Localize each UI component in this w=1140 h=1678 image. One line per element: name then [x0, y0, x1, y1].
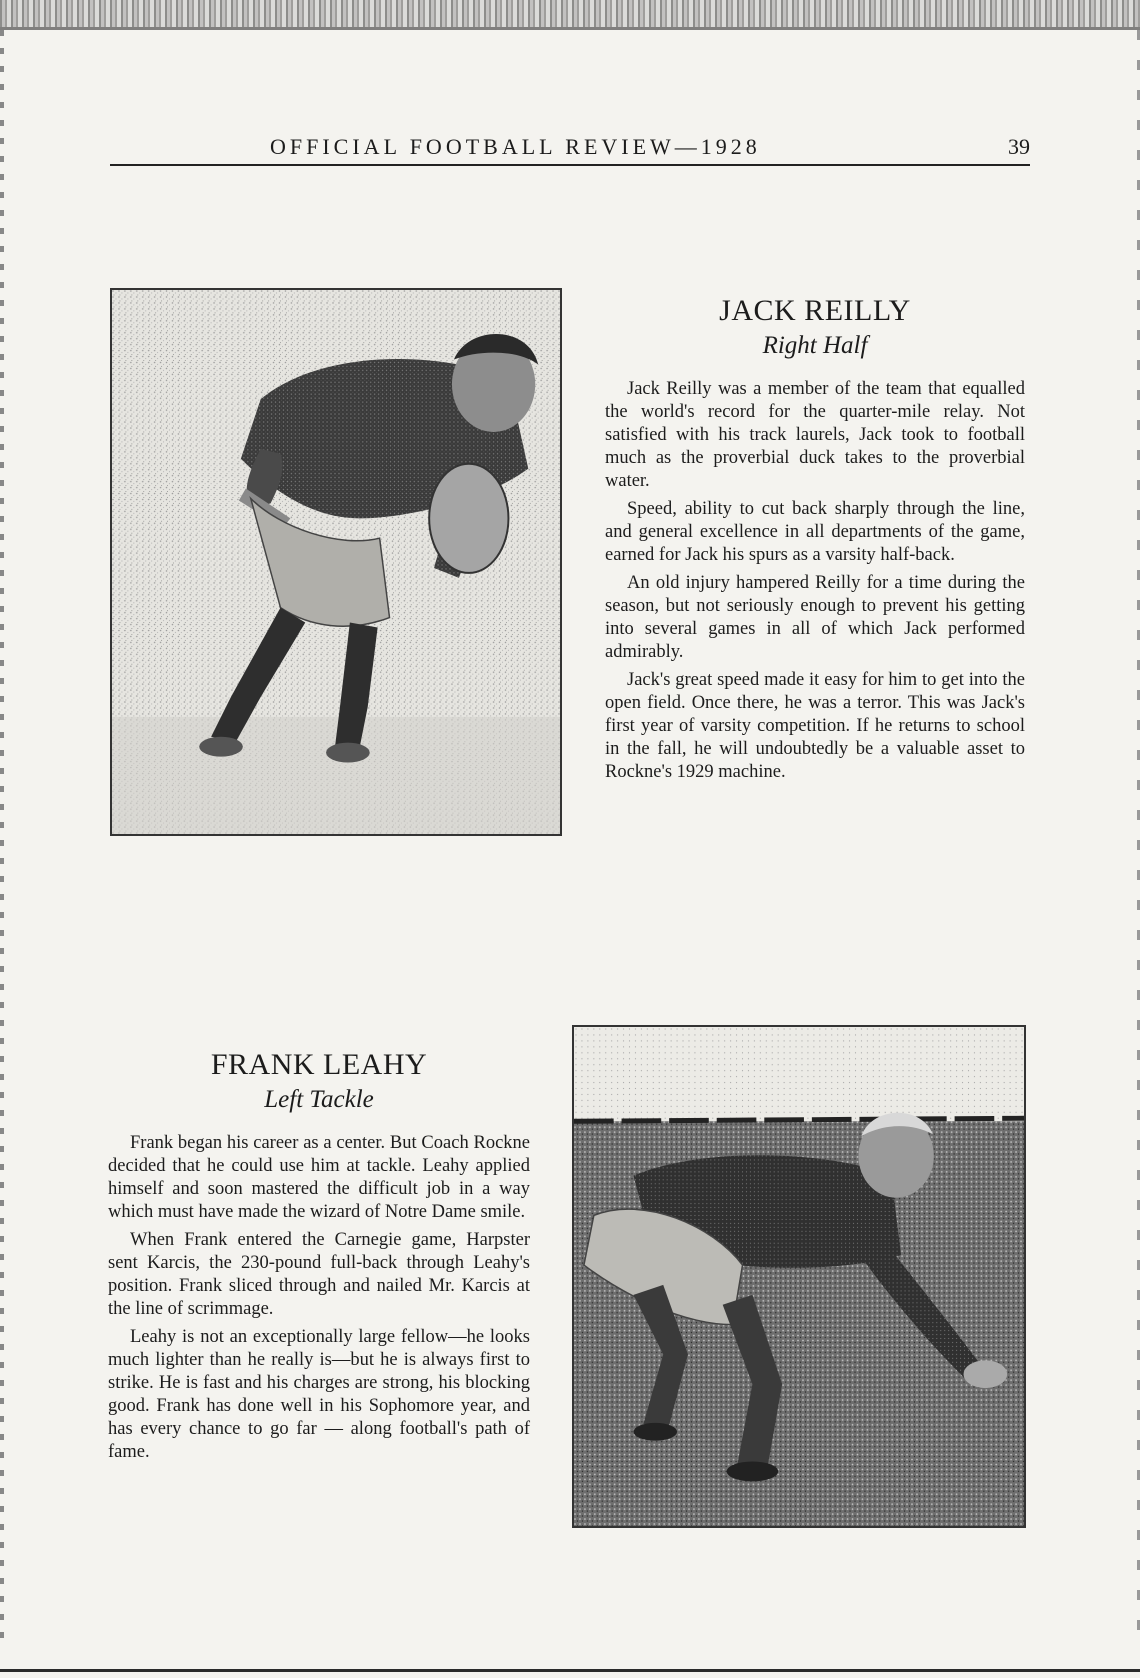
article-paragraph: Speed, ability to cut back sharply through the line, and general excellence in all departments of the game, earned for Jack his spurs as a varsity half-back. — [605, 499, 1025, 565]
scan-edge-left — [0, 30, 4, 1650]
article-frank-leahy — [108, 1048, 530, 1469]
article-paragraph: Jack's great speed made it easy for him to get into the open field. Once there, he was a terror. This was Jack's first year of varsity competition. If he returns to school in the fall, he will undoubtedly be a valuable asset to Rockne's 1929 machine. — [605, 670, 1025, 782]
player-photo-reilly — [110, 288, 562, 836]
article-paragraph: Leahy is not an exceptionally large fellow—he looks much lighter than he really is—but he is always first to strike. He is fast and his charges are strong, his blocking good. Frank has done well in his Sophomore year, and has every chance to go far — along football's path of fame. — [108, 1327, 530, 1462]
player-name: FRANK LEAHY — [210, 1048, 428, 1081]
player-position: Right Half — [762, 332, 868, 359]
scan-edge-bottom — [0, 1669, 1140, 1672]
running-head — [110, 134, 1030, 166]
player-name: JACK REILLY — [719, 294, 911, 327]
article-jack-reilly — [605, 294, 1025, 789]
scan-edge-top — [0, 0, 1140, 30]
article-paragraph: Jack Reilly was a member of the team that equalled the world's record for the quarter-mile relay. Not satisfied with his track laurels, Jack took to football much as the proverbial duck takes to the proverbial water. — [605, 379, 1025, 491]
player-photo-reilly-illustration — [112, 290, 560, 834]
article-paragraph: An old injury hampered Reilly for a time during the season, but not seriously enough to prevent his getting into several games in all of which Jack performed admirably. — [605, 573, 1025, 662]
article-paragraph: Frank began his career as a center. But Coach Rockne decided that he could use him at tackle. Leahy applied himself and soon mastered the difficult job in a way which must have made the wizard of Notre Dame smile. — [108, 1133, 530, 1222]
player-position: Left Tackle — [264, 1086, 374, 1113]
player-photo-leahy — [572, 1025, 1026, 1528]
player-photo-leahy-illustration — [574, 1027, 1024, 1526]
article-paragraph: When Frank entered the Carnegie game, Harpster sent Karcis, the 230-pound full-back through Leahy's position. Frank sliced through and nailed Mr. Karcis at the line of scrimmage. — [108, 1230, 530, 1319]
running-title: OFFICIAL FOOTBALL REVIEW—1928 — [270, 134, 761, 159]
page-number: 39 — [1008, 134, 1030, 159]
